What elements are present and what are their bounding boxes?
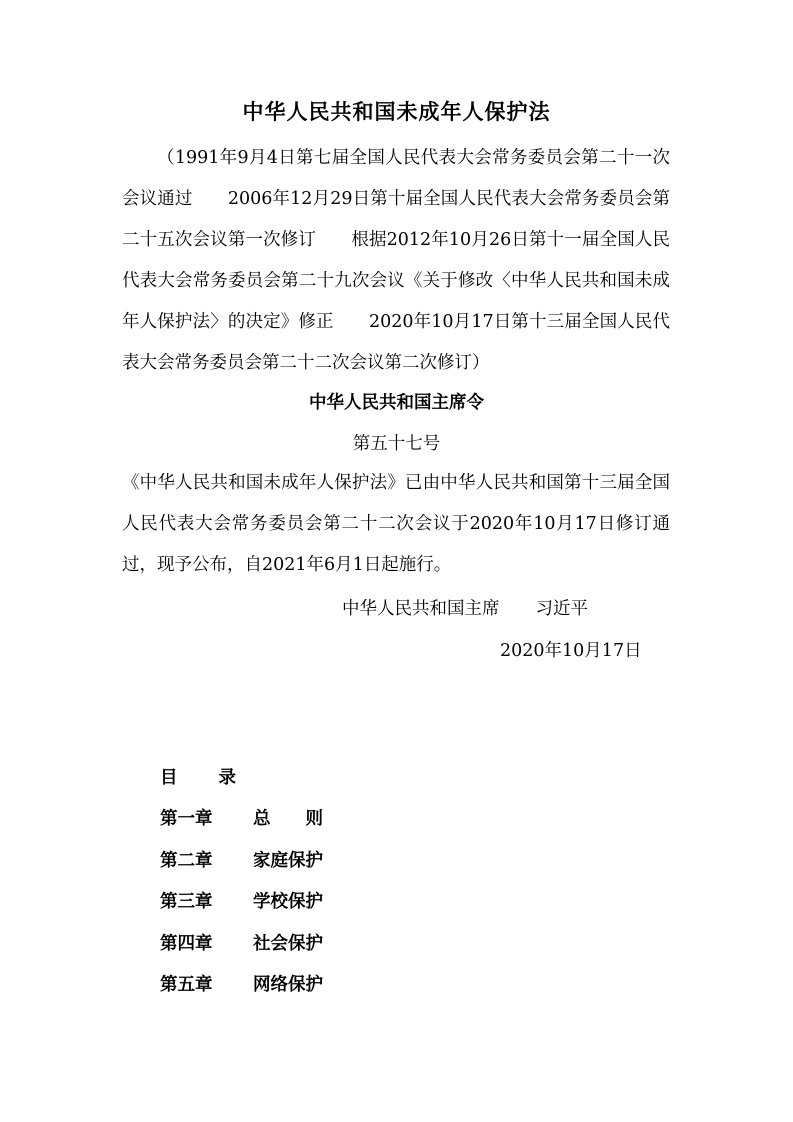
decree-date: 2020年10月17日 — [500, 641, 642, 661]
toc-chapter-number: 第四章 — [160, 933, 213, 954]
toc-chapter-number: 第二章 — [160, 850, 213, 871]
toc-chapter-name: 家庭保护 — [253, 850, 323, 871]
order-number: 第五十七号 — [352, 434, 441, 454]
law-title: 中华人民共和国未成年人保护法 — [242, 99, 551, 124]
table-of-contents-title: 目 录 — [160, 768, 238, 788]
toc-chapter-number: 第三章 — [160, 892, 213, 912]
decree-text: 《中华人民共和国未成年人保护法》已由中华人民共和国第十三届全国人民代表大会常务委员会第二十二次会议于2020年10月17日修订通过，现予公布，自2021年6月1日起施行。 — [122, 473, 670, 575]
toc-chapter-name: 总 则 — [253, 809, 323, 829]
toc-item[interactable] — [160, 847, 323, 889]
toc-chapter-name: 网络保护 — [253, 975, 323, 995]
toc-item[interactable] — [160, 805, 323, 847]
presidential-order-title: 中华人民共和国主席令 — [309, 393, 484, 413]
revision-history: （1991年9月4日第七届全国人民代表大会常务委员会第二十一次会议通过 2006年12月29日第十届全国人民代表大会常务委员会第二十五次会议第一次修订 根据2012年10月26日第十一届全国人民代表大会常务委员会第二十九次会议《关于修改〈中华人民共和国未成年人保护法〉的决定》修正 2020年10月17日第十三届全国人民代表大会常务委员会第二十二次会议第二次修订） — [122, 148, 670, 373]
toc-chapter-number: 第五章 — [160, 975, 213, 995]
toc-chapter-name: 社会保护 — [253, 933, 323, 954]
table-of-contents — [160, 805, 323, 1013]
toc-chapter-number: 第一章 — [160, 809, 213, 829]
signer-title: 中华人民共和国主席 — [342, 599, 500, 619]
toc-item[interactable] — [160, 971, 323, 1013]
signature-line — [342, 595, 588, 620]
toc-item[interactable] — [160, 930, 323, 972]
toc-item[interactable] — [160, 888, 323, 930]
toc-chapter-name: 学校保护 — [253, 892, 323, 912]
signer-name: 习近平 — [535, 599, 588, 619]
